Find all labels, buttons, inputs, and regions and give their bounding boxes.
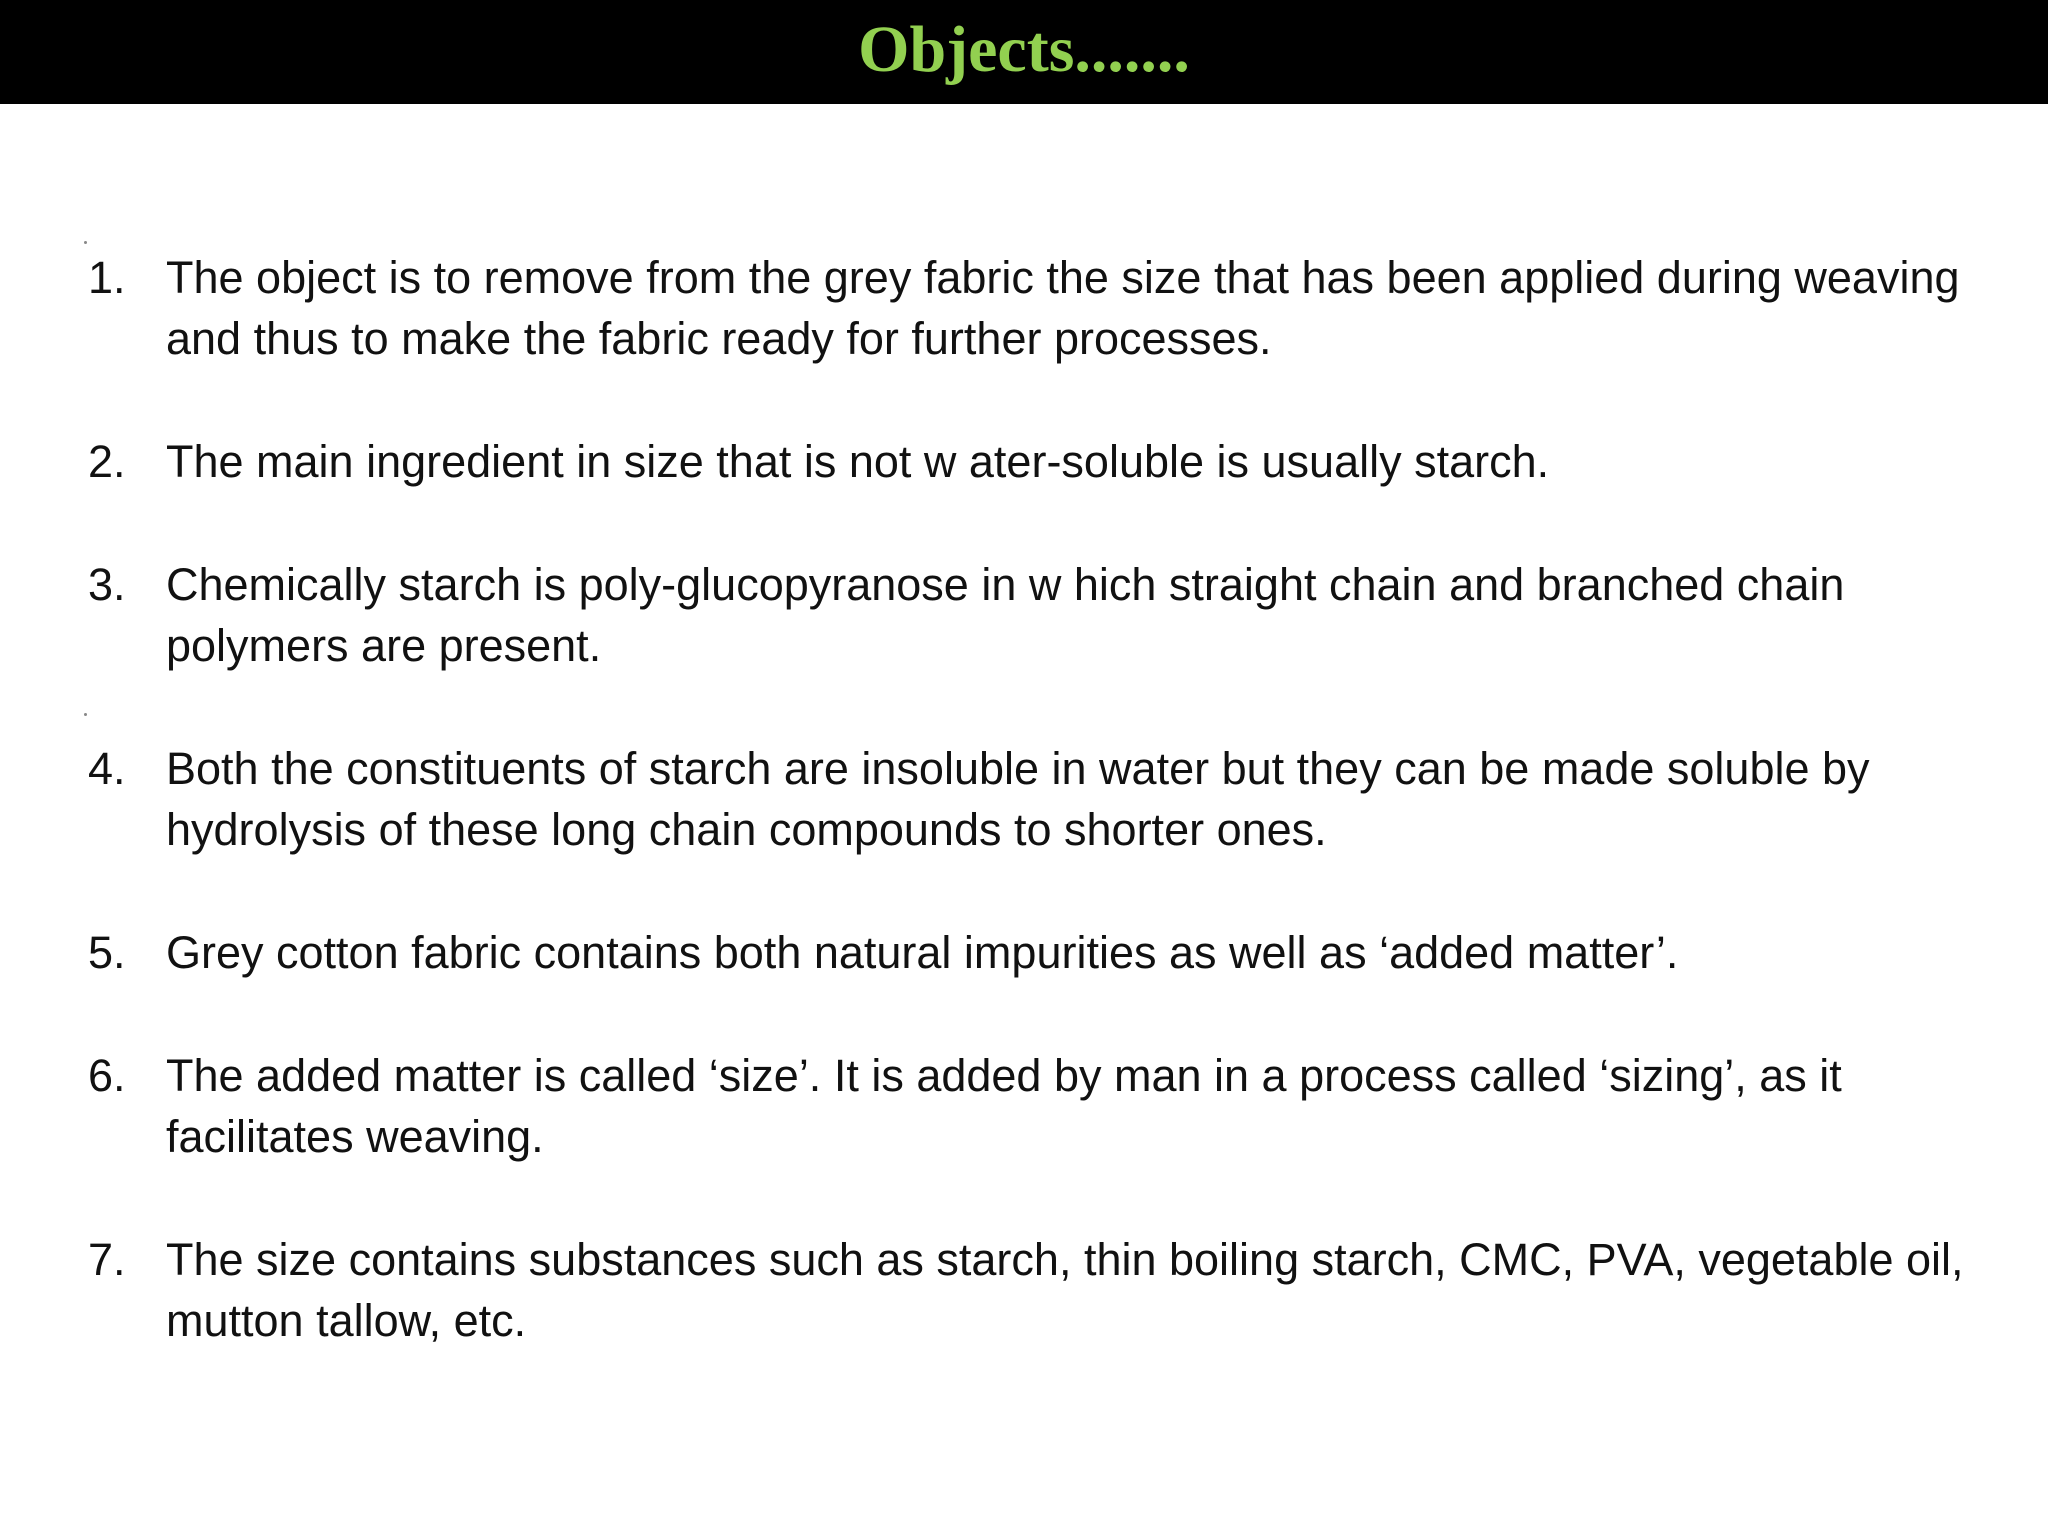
list-item-text: The object is to remove from the grey fabric the size that has been applied during weaving and thus to make the fabric ready for further processes. [166,252,1960,364]
list-item [0,1045,2048,1167]
list-item-text: Both the constituents of starch are insoluble in water but they can be made soluble by hydrolysis of these long chain compounds to shorter ones. [166,743,1870,855]
list-item [0,431,2048,492]
title-bar [0,0,2048,104]
list-item-number: 3. [88,559,126,610]
list-item-text: The size contains substances such as starch, thin boiling starch, CMC, PVA, vegetable oil, mutton tallow, etc. [166,1234,1964,1346]
list-item-number: 5. [88,927,126,978]
list-item-text: Chemically starch is poly-glucopyranose in w hich straight chain and branched chain polymers are present. [166,559,1845,671]
list-item [0,738,2048,860]
objects-list [0,247,2048,1351]
list-item-number: 6. [88,1050,126,1101]
list-item-number: 7. [88,1234,126,1285]
list-item-text: The main ingredient in size that is not w ater-soluble is usually starch. [166,436,1550,487]
list-item-number: 2. [88,436,126,487]
list-item-text: Grey cotton fabric contains both natural impurities as well as ‘added matter’. [166,927,1679,978]
list-item [0,922,2048,983]
list-item [0,554,2048,676]
stray-dot-mark [84,241,87,244]
list-item [0,247,2048,369]
list-item [0,1229,2048,1351]
list-item-text: The added matter is called ‘size’. It is added by man in a process called ‘sizing’, as it facilitates weaving. [166,1050,1842,1162]
list-item-number: 4. [88,743,126,794]
slide-title: Objects....... [858,13,1190,86]
list-item-number: 1. [88,252,126,303]
